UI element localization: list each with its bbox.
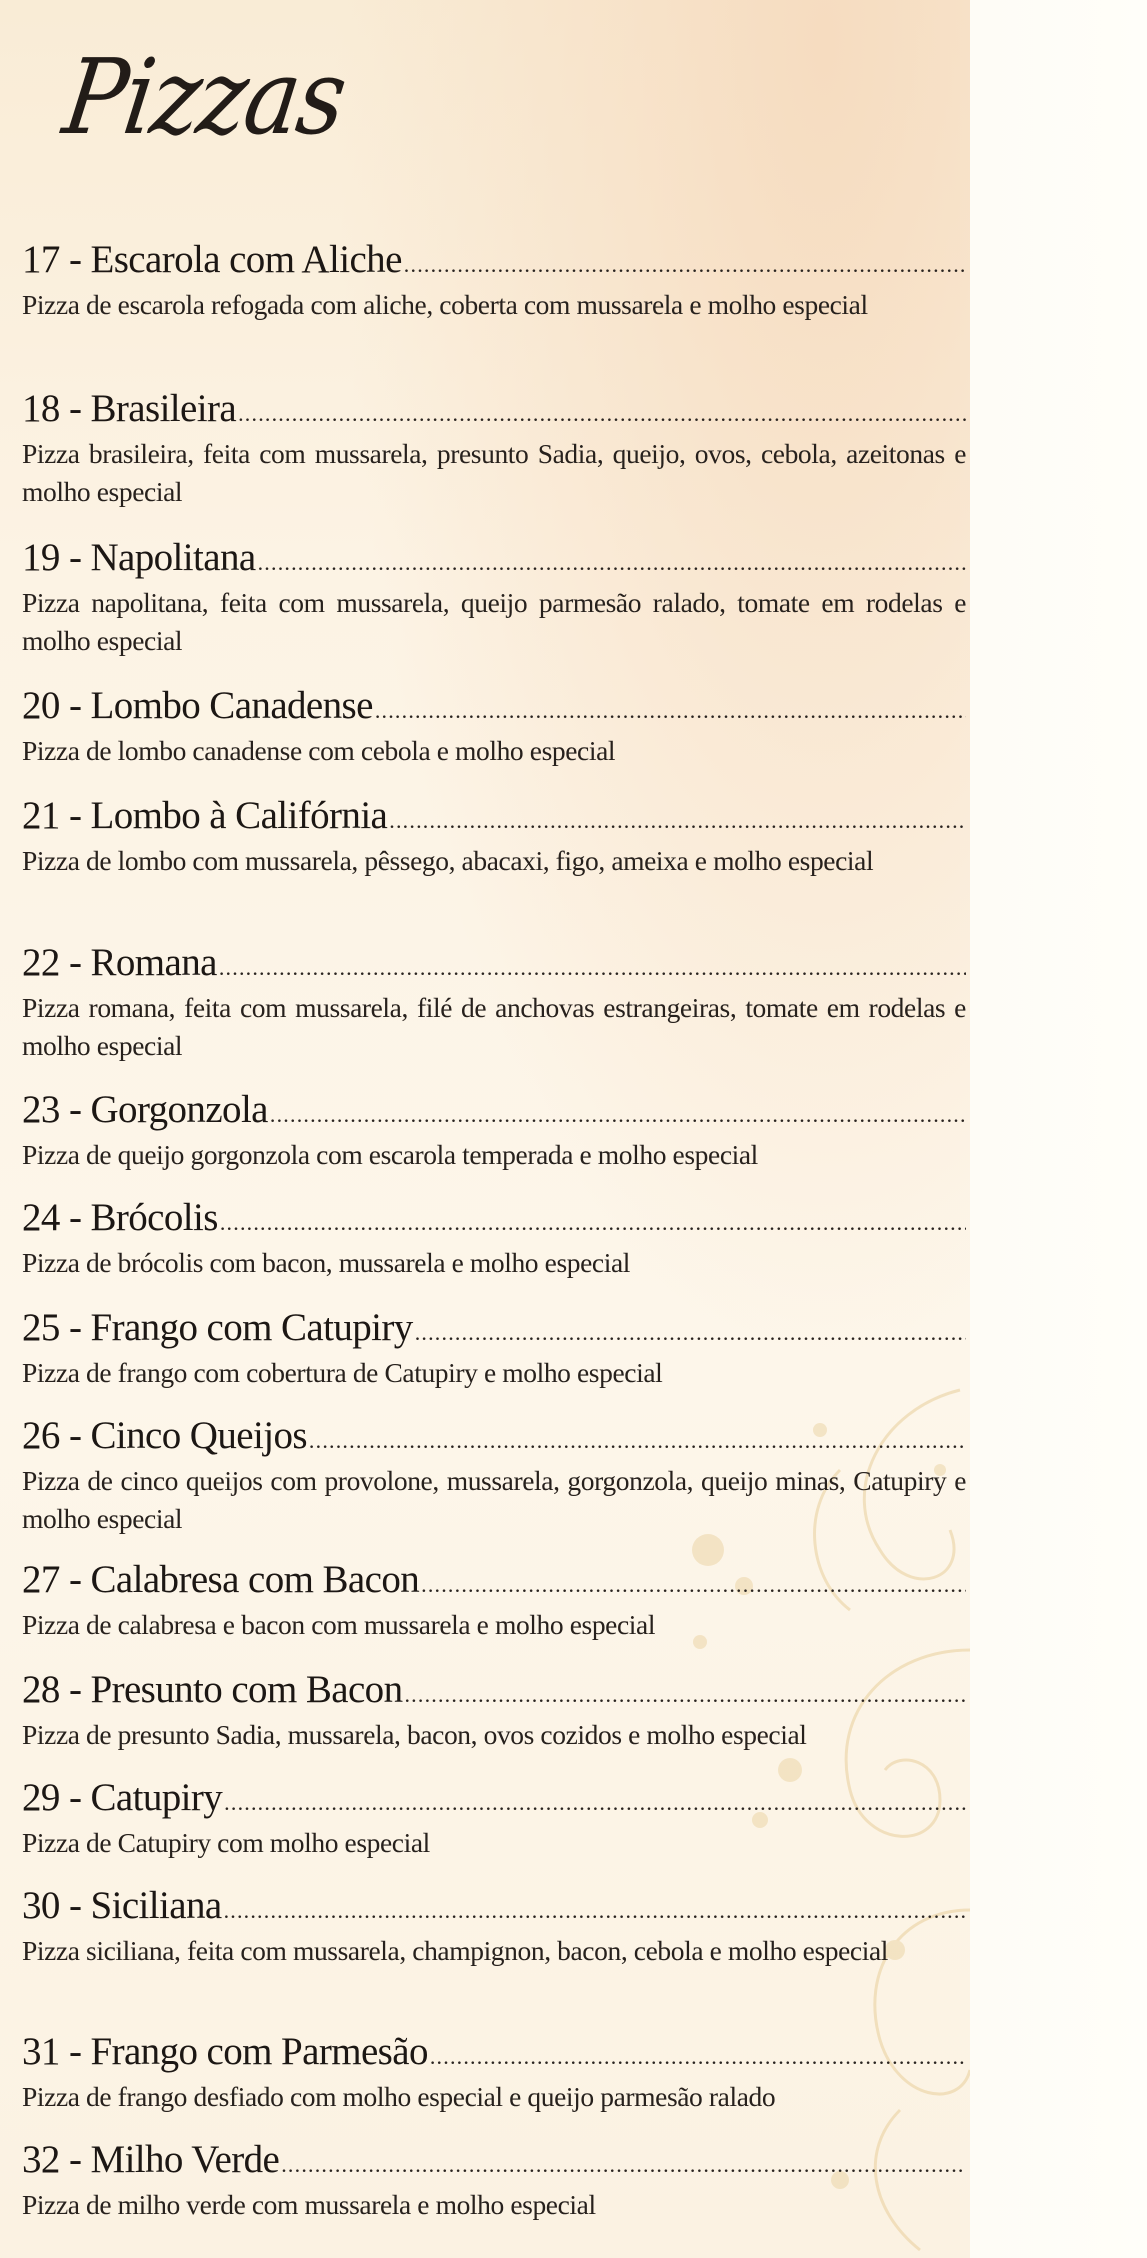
menu-item — [22, 1774, 966, 1862]
dot-leader — [279, 2150, 966, 2180]
item-description: Pizza de lombo com mussarela, pêssego, abacaxi, figo, ameixa e molho especial — [22, 845, 874, 876]
menu-item — [22, 385, 966, 511]
item-name: 29 - Catupiry — [22, 1776, 223, 1819]
item-description: Pizza de cinco queijos com provolone, mussarela, gorgonzola, queijo minas, Catupiry e molho especial — [22, 1465, 966, 1534]
menu-item — [22, 792, 966, 880]
item-name: 31 - Frango com Parmesão — [22, 2030, 428, 2073]
item-name: 23 - Gorgonzola — [22, 1088, 268, 1131]
dot-leader — [222, 1788, 966, 1818]
item-name: 21 - Lombo à Califórnia — [22, 794, 388, 837]
item-name: 26 - Cinco Queijos — [22, 1414, 307, 1457]
dot-leader — [428, 2042, 966, 2072]
menu-item — [22, 1882, 966, 1970]
dot-leader — [218, 1208, 966, 1238]
item-name: 27 - Calabresa com Bacon — [22, 1558, 420, 1601]
item-description: Pizza de queijo gorgonzola com escarola temperada e molho especial — [22, 1139, 758, 1170]
item-description: Pizza de presunto Sadia, mussarela, bacon, ovos cozidos e molho especial — [22, 1719, 807, 1750]
item-name: 25 - Frango com Catupiry — [22, 1306, 413, 1349]
menu-item — [22, 1412, 966, 1538]
menu-item — [22, 1194, 966, 1282]
item-description: Pizza de frango com cobertura de Catupiry e molho especial — [22, 1357, 663, 1388]
item-name: 20 - Lombo Canadense — [22, 684, 373, 727]
dot-leader — [419, 1570, 966, 1600]
dot-leader — [222, 1896, 966, 1926]
item-description: Pizza de escarola refogada com aliche, coberta com mussarela e molho especial — [22, 289, 868, 320]
menu-item — [22, 2136, 966, 2224]
item-name: 22 - Romana — [22, 941, 217, 984]
dot-leader — [387, 806, 966, 836]
item-name: 30 - Siciliana — [22, 1884, 222, 1927]
menu-item — [22, 682, 966, 770]
item-description: Pizza brasileira, feita com mussarela, presunto Sadia, queijo, ovos, cebola, azeitonas e molho especial — [22, 438, 966, 507]
page-title: Pizzas — [56, 36, 353, 158]
item-description: Pizza de milho verde com mussarela e molho especial — [22, 2189, 596, 2220]
dot-leader — [402, 250, 966, 280]
item-description: Pizza siciliana, feita com mussarela, champignon, bacon, cebola e molho especial — [22, 1935, 888, 1966]
menu-item — [22, 1666, 966, 1754]
dot-leader — [236, 399, 966, 429]
menu-item — [22, 1086, 966, 1174]
dot-leader — [413, 1318, 966, 1348]
menu-item — [22, 2028, 966, 2116]
menu-item — [22, 1304, 966, 1392]
dot-leader — [402, 1680, 966, 1710]
menu-item — [22, 236, 966, 324]
menu-item — [22, 534, 966, 660]
dot-leader — [307, 1426, 966, 1456]
item-name: 28 - Presunto com Bacon — [22, 1668, 403, 1711]
item-description: Pizza de calabresa e bacon com mussarela e molho especial — [22, 1609, 656, 1640]
menu-item — [22, 1556, 966, 1644]
item-description: Pizza de frango desfiado com molho especial e queijo parmesão ralado — [22, 2081, 776, 2112]
item-description: Pizza de lombo canadense com cebola e molho especial — [22, 735, 616, 766]
item-description: Pizza napolitana, feita com mussarela, queijo parmesão ralado, tomate em rodelas e molho especial — [22, 587, 966, 656]
item-name: 18 - Brasileira — [22, 387, 237, 430]
menu-item — [22, 939, 966, 1065]
dot-leader — [256, 548, 966, 578]
item-name: 17 - Escarola com Aliche — [22, 238, 402, 281]
dot-leader — [217, 953, 966, 983]
item-name: 19 - Napolitana — [22, 536, 256, 579]
dot-leader — [373, 696, 966, 726]
item-name: 32 - Milho Verde — [22, 2138, 280, 2181]
dot-leader — [268, 1100, 966, 1130]
item-name: 24 - Brócolis — [22, 1196, 218, 1239]
page-margin — [970, 0, 1147, 2258]
item-description: Pizza romana, feita com mussarela, filé de anchovas estrangeiras, tomate em rodelas e molho especial — [22, 992, 966, 1061]
item-description: Pizza de Catupiry com molho especial — [22, 1827, 430, 1858]
item-description: Pizza de brócolis com bacon, mussarela e molho especial — [22, 1247, 630, 1278]
